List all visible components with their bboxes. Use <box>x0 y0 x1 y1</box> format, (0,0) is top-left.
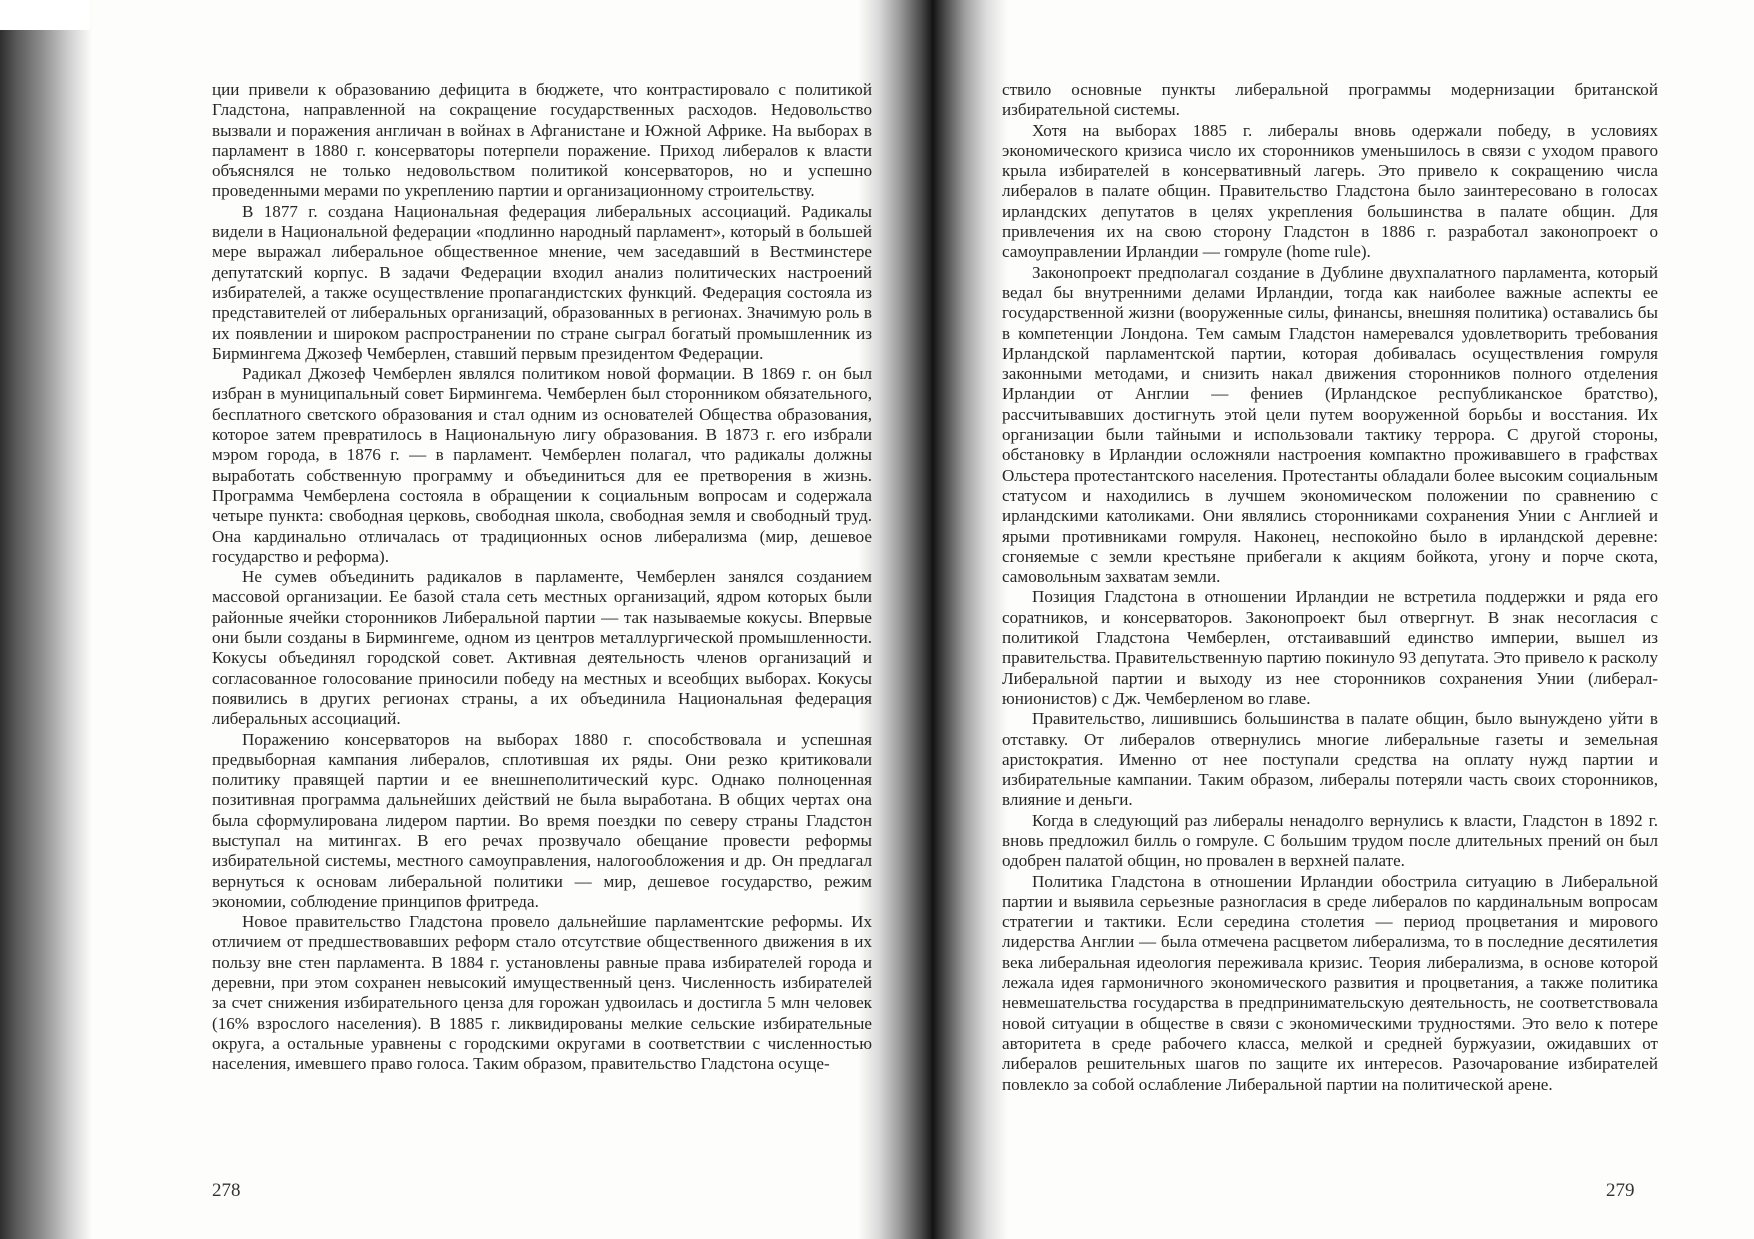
page-number: 278 <box>212 1180 241 1201</box>
paragraph: Хотя на выборах 1885 г. либералы вновь одержали победу, в условиях экономического кризиса число их сторонников уменьшилось в связи с уходом правого крыла избирателей в консервативный лагерь. Это привело к сокращению числа либералов в палате общин. Правительство Гладстона было заинтересовано в голосах ирландских депутатов в целях укрепления большинства в палате общин. Для привлечения их на свою сторону Гладстон в 1886 г. разработал законопроект о самоуправлении Ирландии — гомруле (home rule). <box>1002 120 1658 262</box>
left-page-text <box>212 80 872 1075</box>
scan-edge-shadow <box>0 0 92 1239</box>
paragraph: В 1877 г. создана Национальная федерация либеральных ассоциаций. Радикалы видели в Национальной федерации «подлинно народный парламент», который в большей мере выражал либеральное общественное мнение, чем заседавший в Вестминстере депутатский корпус. В задачи Федерации входил анализ политических настроений избирателей, а также осуществление пропагандистских функций. Федерация состояла из представителей от либеральных организаций, образованных в регионах. Значимую роль в их появлении и широком распространении по стране сыграл богатый промышленник из Бирмингема Джозеф Чемберлен, ставший первым президентом Федерации. <box>212 201 872 363</box>
paragraph: ствило основные пункты либеральной программы модернизации британской избирательной системы. <box>1002 80 1658 120</box>
paragraph: Позиция Гладстона в отношении Ирландии не встретила поддержки и ряда его соратников, и консерваторов. Законопроект был отвергнут. В знак несогласия с политикой Гладстона Чемберлен, отстаивавший единство империи, вышел из правительства. Правительственную партию покинуло 93 депутата. Это привело к расколу Либеральной партии и выходу из нее сторонников сохранения Унии (либерал-юнионистов) с Дж. Чемберленом во главе. <box>1002 587 1658 708</box>
page-number: 279 <box>1606 1180 1635 1201</box>
paragraph: Не сумев объединить радикалов в парламенте, Чемберлен занялся созданием массовой организации. Ее базой стала сеть местных организаций, ядром которых были районные ячейки сторонников Либеральной партии — так называемые кокусы. Впервые они были созданы в Бирмингеме, одном из центров металлургической промышленности. Кокусы объединял городской совет. Активная деятельность членов организаций и согласованное голосование приносили победу на местных и всеобщих выборах. Кокусы появились в других регионах страны, а их объединила Национальная федерация либеральных ассоциаций. <box>212 567 872 729</box>
paragraph: Радикал Джозеф Чемберлен являлся политиком новой формации. В 1869 г. он был избран в муниципальный совет Бирмингема. Чемберлен был сторонником обязательного, бесплатного светского образования и стал одним из основателей Общества образования, которое затем превратилось в Национальную лигу образования. В 1873 г. его избрали мэром города, в 1876 г. — в парламент. Чемберлен полагал, что радикалы должны выработать собственную программу и объединиться для ее претворения в жизнь. Программа Чемберлена состояла в обращении к социальным вопросам и содержала четыре пункта: свободная церковь, свободная школа, свободная земля и свободный труд. Она кардинально отличалась от традиционных основ либерализма (мир, дешевое государство и реформа). <box>212 364 872 566</box>
right-page-text <box>1002 80 1658 1095</box>
scan-corner <box>0 0 90 30</box>
paragraph: Правительство, лишившись большинства в палате общин, было вынуждено уйти в отставку. От либералов отвернулись многие либеральные газеты и земельная аристократия. Именно от нее поступали средства на оплату нужд партии и избирательные кампании. Таким образом, либералы потеряли часть своих сторонников, влияние и деньги. <box>1002 709 1658 810</box>
paragraph: ции привели к образованию дефицита в бюджете, что контрастировало с политикой Гладстона, направленной на сокращение государственных расходов. Недовольство вызвали и поражения англичан в войнах в Афганистане и Южной Африке. На выборах в парламент в 1880 г. консерваторы потерпели поражение. Приход либералов к власти объяснялся не только недовольством политикой консерваторов, но и успешно проведенными мерами по укреплению партии и организационному строительству. <box>212 80 872 201</box>
paragraph: Новое правительство Гладстона провело дальнейшие парламентские реформы. Их отличием от предшествовавших реформ стало отсутствие общественного движения в их пользу вне стен парламента. В 1884 г. установлены равные права избирателей города и деревни, при этом сохранен невысокий имущественный ценз. Численность избирателей за счет снижения избирательного ценза для горожан удвоилась и достигла 5 млн человек (16% взрослого населения). В 1885 г. ликвидированы мелкие сельские избирательные округа, а остальные уравнены с городскими округами в соответствии с численностью населения, имевшего право голоса. Таким образом, правительство Гладстона осуще- <box>212 912 872 1074</box>
paragraph: Политика Гладстона в отношении Ирландии обострила ситуацию в Либеральной партии и выявила серьезные разногласия в среде либералов по кардинальным вопросам стратегии и тактики. Если середина столетия — период процветания и мирового лидерства Англии — была отмечена расцветом либерализма, то в последние десятилетия века либеральная идеология переживала кризис. Теория либерализма, в основе которой лежала идея гармоничного экономического развития и процветания, а также политика невмешательства государства в предпринимательскую деятельность, не соответствовала новой ситуации в обществе в связи с экономическими трудностями. Это вело к потере авторитета в среде рабочего класса, мелкой и средней буржуазии, ожидавших от либералов решительных шагов по защите их интересов. Разочарование избирателей повлекло за собой ослабление Либеральной партии на политической арене. <box>1002 871 1658 1094</box>
paragraph: Поражению консерваторов на выборах 1880 г. способствовала и успешная предвыборная кампания либералов, сплотившая их ряды. Они резко критиковали политику правящей партии и ее внешнеполитический курс. Однако полноценная позитивная программа дальнейших действий не была выработана. В общих чертах она была сформулирована лидером партии. Во время поездки по северу страны Гладстон выступал на митингах. В его речах прозвучало обещание провести реформы избирательной системы, местного самоуправления, налогообложения и др. Он предлагал вернуться к основам либеральной политики — мир, дешевое государство, режим экономии, соблюдение принципов фритреда. <box>212 729 872 911</box>
paragraph: Когда в следующий раз либералы ненадолго вернулись к власти, Гладстон в 1892 г. вновь предложил билль о гомруле. С большим трудом после длительных прений он был одобрен палатой общин, но провален в верхней палате. <box>1002 810 1658 871</box>
paragraph: Законопроект предполагал создание в Дублине двухпалатного парламента, который ведал бы внутренними делами Ирландии, тогда как наиболее важные аспекты ее государственной жизни (вооруженные силы, финансы, внешняя политика) оставались бы в компетенции Лондона. Тем самым Гладстон намеревался удовлетворить требования Ирландской парламентской партии, которая добивалась осуществления гомруля законными методами, и снизить накал движения сторонников полного отделения Ирландии от Англии — фениев (Ирландское республиканское братство), рассчитывавших достигнуть этой цели путем вооруженной борьбы и восстания. Их организации были тайными и использовали тактику террора. С другой стороны, обстановку в Ирландии осложняли настроения компактно проживавшего в графствах Ольстера протестантского населения. Протестанты обладали более высоким социальным статусом и находились в лучшем экономическом положении по сравнению с ирландскими католиками. Они являлись сторонниками сохранения Унии с Англией и ярыми противниками гомруля. Наконец, неспокойно было в ирландской деревне: сгоняемые с земли крестьяне прибегали к акциям бойкота, угону и порче скота, самовольным захватам земли. <box>1002 262 1658 587</box>
book-gutter-shadow <box>858 0 1008 1239</box>
